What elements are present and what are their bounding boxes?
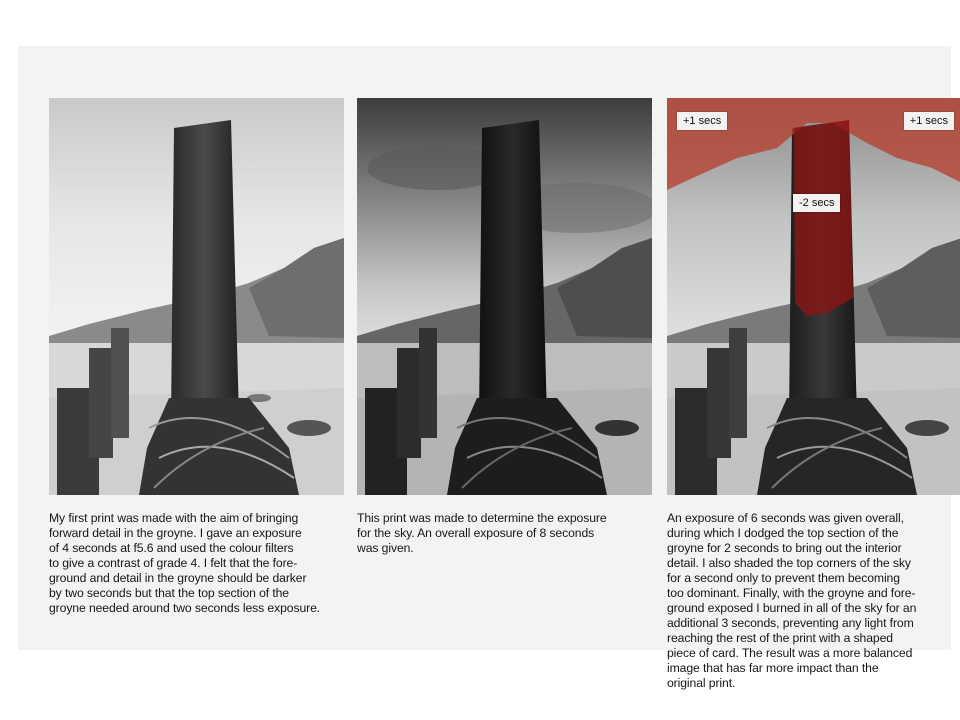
sky-test-caption: [357, 511, 652, 556]
caption-line: for the sky. An overall exposure of 8 seconds: [357, 526, 595, 540]
caption-line: piece of card. The result was a more balanced: [667, 646, 913, 660]
dodge-overlay: [794, 120, 853, 316]
caption-line: image that has far more impact than the: [667, 661, 879, 675]
caption-line: groyne for 2 seconds to bring out the interior: [667, 541, 902, 555]
burn-label-left: +1 secs: [677, 112, 727, 130]
final-print-caption: [667, 511, 960, 691]
final-print-photo: [667, 98, 960, 495]
first-print-caption: [49, 511, 349, 616]
caption-line: My first print was made with the aim of bringing: [49, 511, 299, 525]
caption-line: for a second only to prevent them becoming: [667, 571, 900, 585]
caption-line: ground exposed I burned in all of the sky for an: [667, 601, 917, 615]
book-page: [18, 46, 951, 690]
caption-line: detail. I also shaded the top corners of the sky: [667, 556, 911, 570]
caption-line: ground and detail in the groyne should be darker: [49, 571, 307, 585]
caption-line: by two seconds but that the top section of the: [49, 586, 289, 600]
caption-line: groyne needed around two seconds less exposure.: [49, 601, 321, 615]
dodge-label: -2 secs: [793, 194, 840, 212]
caption-line: An exposure of 6 seconds was given overall,: [667, 511, 904, 525]
caption-line: too dominant. Finally, with the groyne and fore-: [667, 586, 916, 600]
caption-line: forward detail in the groyne. I gave an exposure: [49, 526, 302, 540]
burn-label-right: +1 secs: [904, 112, 954, 130]
sky-test-photo: [357, 98, 652, 495]
caption-line: additional 3 seconds, preventing any light from: [667, 616, 914, 630]
caption-line: of 4 seconds at f5.6 and used the colour filters: [49, 541, 294, 555]
caption-line: was given.: [357, 541, 414, 555]
caption-line: to give a contrast of grade 4. I felt that the fore-: [49, 556, 298, 570]
caption-line: during which I dodged the top section of the: [667, 526, 899, 540]
caption-line: This print was made to determine the exposure: [357, 511, 607, 525]
caption-line: original print.: [667, 676, 736, 690]
caption-line: reaching the rest of the print with a shaped: [667, 631, 893, 645]
first-print-photo: [49, 98, 344, 495]
